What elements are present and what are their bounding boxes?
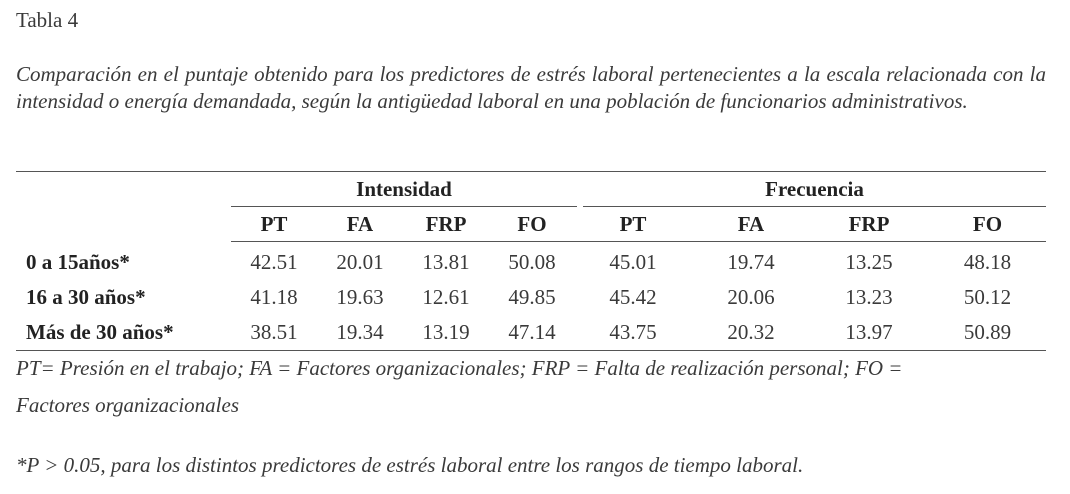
table-cell: 19.63 <box>336 285 384 309</box>
abbreviation-note-line2: Factores organizacionales <box>16 393 240 417</box>
column-header-pt: PT <box>260 212 288 236</box>
table-cell: 12.61 <box>422 285 470 309</box>
table-cell: 13.25 <box>845 250 893 274</box>
table-top-rule <box>16 171 1046 172</box>
table-cell: 20.32 <box>727 320 775 344</box>
table-cell: 41.18 <box>250 285 298 309</box>
table-label: Tabla 4 <box>16 8 79 32</box>
group-header-frecuencia: Frecuencia <box>765 177 864 201</box>
table-caption: Comparación en el puntaje obtenido para los predictores de estrés laboral pertenecientes a la escala relacionada con la intensidad o energía demandada, según la antigüedad laboral en una población de funcionarios administrativos. <box>16 62 1046 113</box>
table-cell: 50.89 <box>963 320 1012 344</box>
column-header-fo: FO <box>517 212 547 236</box>
table-cell: 13.19 <box>422 320 470 344</box>
table-cell: 45.42 <box>609 285 657 309</box>
table-cell: 50.08 <box>508 250 556 274</box>
group-header-intensidad: Intensidad <box>356 177 452 201</box>
table-cell: 13.23 <box>845 285 893 309</box>
table-cell: 49.85 <box>508 285 556 309</box>
row-label: 0 a 15años* <box>26 250 130 274</box>
table-cell: 13.97 <box>845 320 893 344</box>
row-label: Más de 30 años* <box>26 320 174 344</box>
abbreviation-note-line1: PT= Presión en el trabajo; FA = Factores organizacionales; FRP = Falta de realización personal; FO = <box>16 356 903 380</box>
table-cell: 20.06 <box>727 285 775 309</box>
table-cell: 47.14 <box>508 320 556 344</box>
column-header-fa: FA <box>346 212 374 236</box>
table-cell: 43.75 <box>609 320 657 344</box>
table-cell: 20.01 <box>336 250 384 274</box>
table-cell: 13.81 <box>422 250 470 274</box>
table-cell: 50.12 <box>963 285 1012 309</box>
table-cell: 19.34 <box>336 320 384 344</box>
column-header-fa: FA <box>737 212 765 236</box>
column-header-frp: FRP <box>425 212 467 236</box>
row-label: 16 a 30 años* <box>26 285 146 309</box>
group-rule-frecuencia <box>583 206 1046 207</box>
table-cell: 45.01 <box>609 250 657 274</box>
column-header-frp: FRP <box>848 212 890 236</box>
significance-footnote: *P > 0.05, para los distintos predictores de estrés laboral entre los rangos de tiempo laboral. <box>16 453 804 477</box>
column-header-pt: PT <box>619 212 647 236</box>
table-cell: 38.51 <box>250 320 298 344</box>
group-rule-intensidad <box>231 206 577 207</box>
table-cell: 19.74 <box>727 250 775 274</box>
column-header-fo: FO <box>972 212 1003 236</box>
header-bottom-rule <box>231 241 1046 242</box>
table-cell: 48.18 <box>963 250 1012 274</box>
table-cell: 42.51 <box>250 250 298 274</box>
